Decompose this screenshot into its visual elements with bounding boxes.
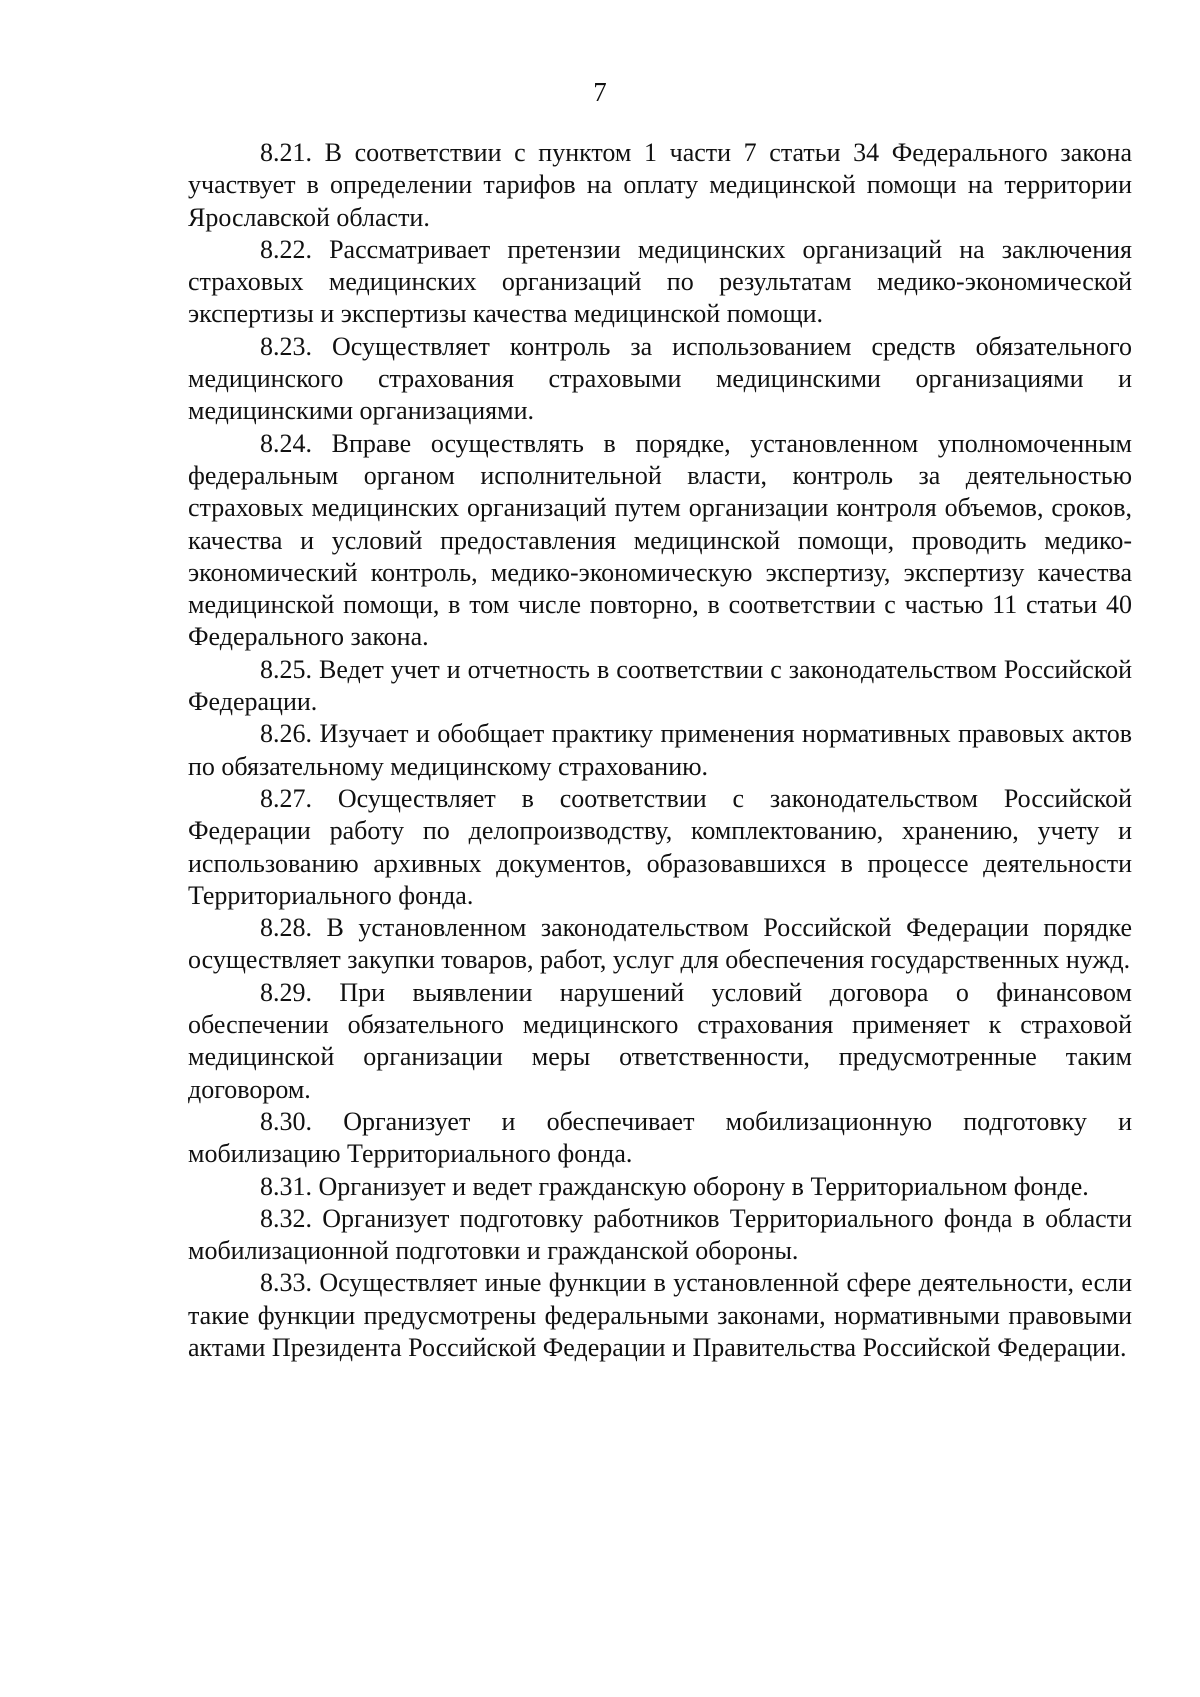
paragraph-8-33: 8.33. Осуществляет иные функции в установленной сфере деятельности, если такие функции предусмотрены федеральными законами, нормативными правовыми актами Президента Российской Федерации и Правительства Российской Федерации. xyxy=(188,1268,1132,1362)
paragraph-8-29: 8.29. При выявлении нарушений условий договора о финансовом обеспечении обязательного медицинского страхования применяет к страховой медицинской организации меры ответственности, предусмотренные таким договором. xyxy=(188,977,1132,1104)
paragraph-8-30: 8.30. Организует и обеспечивает мобилизационную подготовку и мобилизацию Территориального фонда. xyxy=(188,1106,1132,1169)
paragraph-8-23: 8.23. Осуществляет контроль за использованием средств обязательного медицинского страхования страховыми медицинскими организациями и медицинскими организациями. xyxy=(188,331,1132,426)
paragraph-8-25: 8.25. Ведет учет и отчетность в соответствии с законодательством Российской Федерации. xyxy=(188,654,1132,717)
paragraph-8-24: 8.24. Вправе осуществлять в порядке, установленном уполномоченным федеральным органом исполнительной власти, контроль за деятельностью страховых медицинских организаций путем организации контроля объемов, сроков, качества и условий предоставления медицинской помощи, проводить медико-экономический контроль, медико-экономическую экспертизу, экспертизу качества медицинской помощи, в том числе повторно, в соответствии с частью 11 статьи 40 Федерального закона. xyxy=(188,428,1132,652)
paragraph-8-28: 8.28. В установленном законодательством Российской Федерации порядке осуществляет закупки товаров, работ, услуг для обеспечения государственных нужд. xyxy=(188,913,1132,975)
paragraph-8-22: 8.22. Рассматривает претензии медицинских организаций на заключения страховых медицинских организаций по результатам медико-экономической экспертизы и экспертизы качества медицинской помощи. xyxy=(188,234,1132,329)
paragraph-8-31: 8.31. Организует и ведет гражданскую оборону в Территориальном фонде. xyxy=(260,1171,1089,1201)
document-body xyxy=(188,137,1132,1364)
page-number: 7 xyxy=(593,77,607,107)
paragraph-8-32: 8.32. Организует подготовку работников Территориального фонда в области мобилизационной подготовки и гражданской обороны. xyxy=(188,1203,1132,1266)
paragraph-8-21: 8.21. В соответствии с пунктом 1 части 7 статьи 34 Федерального закона участвует в определении тарифов на оплату медицинской помощи на территории Ярославской области. xyxy=(188,138,1132,232)
paragraph-8-26: 8.26. Изучает и обобщает практику применения нормативных правовых актов по обязательному медицинскому страхованию. xyxy=(188,719,1132,781)
paragraph-8-27: 8.27. Осуществляет в соответствии с законодательством Российской Федерации работу по делопроизводству, комплектованию, хранению, учету и использованию архивных документов, образовавшихся в процессе деятельности Территориального фонда. xyxy=(188,783,1132,910)
